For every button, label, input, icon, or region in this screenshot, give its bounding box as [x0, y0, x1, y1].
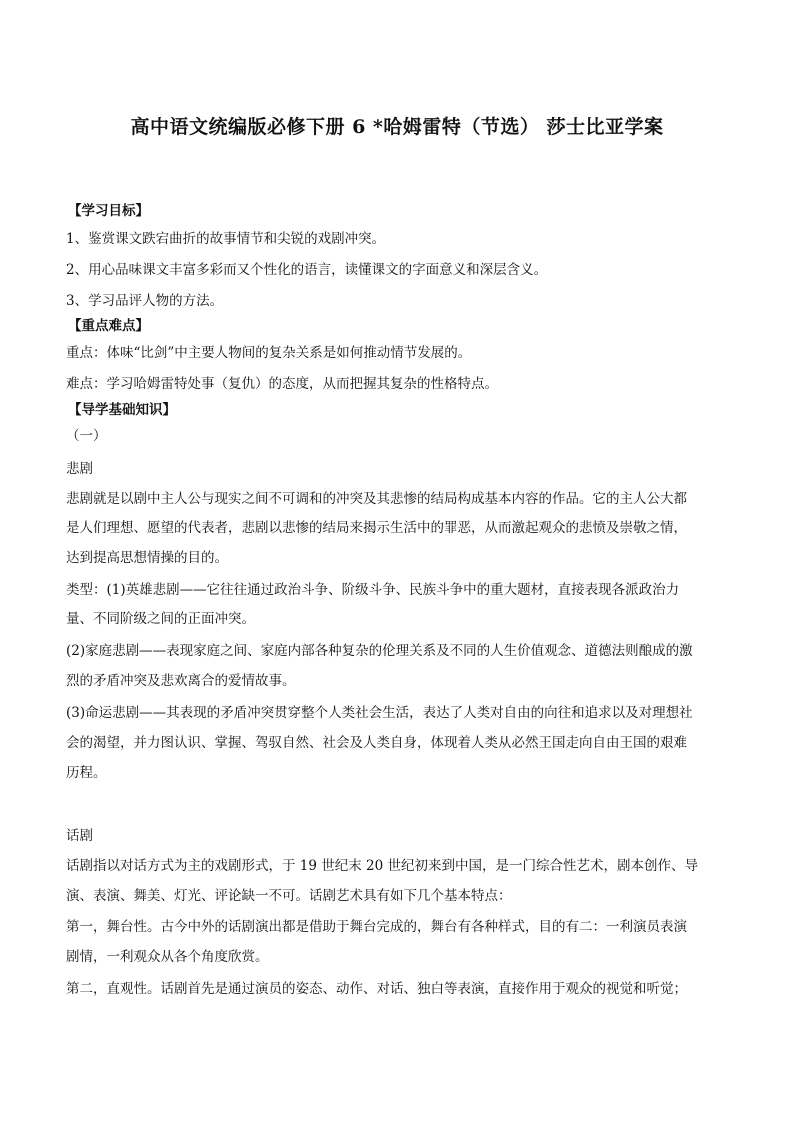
tragedy-line: 类型：(1)英雄悲剧——它往往通过政治斗争、阶级斗争、民族斗争中的重大题材，直接表现各派政治力: [66, 582, 680, 598]
guide-part-label: （一）: [66, 428, 107, 444]
drama-heading: 话剧: [66, 828, 93, 844]
objective-item: 2、用心品味课文丰富多彩而又个性化的语言，读懂课文的字面意义和深层含义。: [66, 262, 548, 278]
objectives-heading: 【学习目标】: [68, 203, 149, 219]
drama-line: 第二，直观性。话剧首先是通过演员的姿态、动作、对话、独白等表演，直接作用于观众的视觉和听觉；: [66, 981, 687, 997]
tragedy-line: 烈的矛盾冲突及悲欢离合的爱情故事。: [66, 673, 296, 689]
key-point-item: 难点：学习哈姆雷特处事（复仇）的态度，从而把握其复杂的性格特点。: [66, 376, 498, 392]
key-points-heading: 【重点难点】: [68, 318, 149, 334]
tragedy-line: (2)家庭悲剧——表现家庭之间、家庭内部各种复杂的伦理关系及不同的人生价值观念、道德法则酿成的激: [66, 643, 693, 659]
tragedy-line: 量、不同阶级之间的正面冲突。: [66, 611, 255, 627]
tragedy-line: 历程。: [66, 765, 107, 781]
drama-line: 话剧指以对话方式为主的戏剧形式，于 19 世纪末 20 世纪初来到中国，是一门综合性艺术，剧本创作、导: [66, 858, 699, 874]
tragedy-line: (3)命运悲剧——其表现的矛盾冲突贯穿整个人类社会生活，表达了人类对自由的向往和追求以及对理想社: [66, 705, 693, 721]
drama-line: 演、表演、舞美、灯光、评论缺一不可。话剧艺术具有如下几个基本特点：: [66, 888, 512, 904]
key-point-item: 重点：体味“比剑”中主要人物间的复杂关系是如何推动情节发展的。: [66, 345, 472, 361]
drama-line: 剧情，一利观众从各个角度欣赏。: [66, 949, 269, 965]
tragedy-line: 是人们理想、愿望的代表者，悲剧以悲惨的结局来揭示生活中的罪恶，从而激起观众的悲愤及崇敬之情，: [66, 520, 687, 536]
tragedy-line: 会的渴望，并力图认识、掌握、驾驭自然、社会及人类自身，体现着人类从必然王国走向自由王国的艰难: [66, 735, 687, 751]
tragedy-line: 悲剧就是以剧中主人公与现实之间不可调和的冲突及其悲惨的结局构成基本内容的作品。它的主人公大都: [66, 491, 687, 507]
tragedy-line: 达到提高思想情操的目的。: [66, 550, 228, 566]
guide-heading: 【导学基础知识】: [68, 402, 176, 418]
drama-line: 第一，舞台性。古今中外的话剧演出都是借助于舞台完成的，舞台有各种样式，目的有二：一利演员表演: [66, 919, 687, 935]
objective-item: 3、学习品评人物的方法。: [66, 293, 224, 309]
tragedy-heading: 悲剧: [66, 461, 93, 477]
objective-item: 1、鉴赏课文跌宕曲折的故事情节和尖锐的戏剧冲突。: [66, 231, 386, 247]
page-title: 高中语文统编版必修下册 6 *哈姆雷特（节选） 莎士比亚学案: [130, 116, 664, 138]
